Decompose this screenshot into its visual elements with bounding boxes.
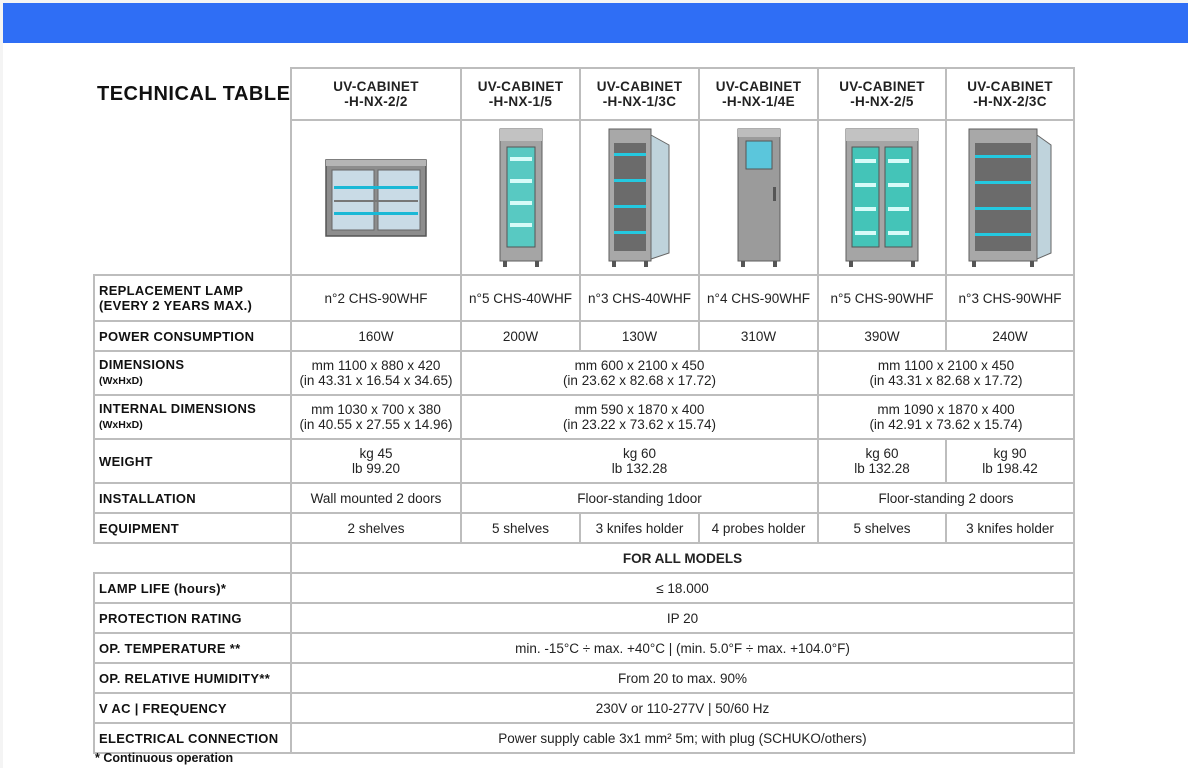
page: [3, 3, 1188, 768]
model-header: UV-CABINET -H-NX-1/3C: [580, 68, 699, 120]
weight-cell: kg 45 lb 99.20: [291, 439, 461, 483]
dimensions-cell: mm 1100 x 2100 x 450 (in 43.31 x 82.68 x 17.72): [818, 351, 1074, 395]
equipment-cell: 3 knifes holder: [946, 513, 1074, 543]
equipment-cell: 5 shelves: [461, 513, 580, 543]
lamp-cell: n°4 CHS-90WHF: [699, 275, 818, 321]
model-header: UV-CABINET -H-NX-1/5: [461, 68, 580, 120]
equipment-cell: 5 shelves: [818, 513, 946, 543]
equipment-cell: 2 shelves: [291, 513, 461, 543]
weight-cell: kg 60 lb 132.28: [461, 439, 818, 483]
row-label-dimensions: DIMENSIONS (WxHxD): [94, 351, 291, 395]
row-label-protection-rating: PROTECTION RATING: [94, 603, 291, 633]
power-cell: 160W: [291, 321, 461, 351]
page-title: TECHNICAL TABLE: [97, 83, 291, 105]
row-label-installation: INSTALLATION: [94, 483, 291, 513]
model-image-cell: [580, 120, 699, 275]
model-image-cell: [946, 120, 1074, 275]
model-header: UV-CABINET -H-NX-2/2: [291, 68, 461, 120]
for-all-models-header: FOR ALL MODELS: [291, 543, 1074, 573]
row-label-vac-frequency: V AC | FREQUENCY: [94, 693, 291, 723]
single-door-steel-cabinet-icon: [734, 127, 784, 269]
row-label-lamp-life: LAMP LIFE (hours)*: [94, 573, 291, 603]
double-door-open-cabinet-icon: [965, 127, 1055, 269]
blank-cell: [94, 543, 291, 573]
weight-cell: kg 90 lb 198.42: [946, 439, 1074, 483]
row-label-op-humidity: OP. RELATIVE HUMIDITY**: [94, 663, 291, 693]
model-header: UV-CABINET -H-NX-1/4E: [699, 68, 818, 120]
blank-cell: [94, 68, 291, 120]
lamp-life-cell: ≤ 18.000: [291, 573, 1074, 603]
internal-dimensions-cell: mm 1090 x 1870 x 400 (in 42.91 x 73.62 x 15.74): [818, 395, 1074, 439]
equipment-cell: 4 probes holder: [699, 513, 818, 543]
dimensions-cell: mm 600 x 2100 x 450 (in 23.62 x 82.68 x 17.72): [461, 351, 818, 395]
electrical-connection-cell: Power supply cable 3x1 mm² 5m; with plug (SCHUKO/others): [291, 723, 1074, 753]
top-banner: [3, 3, 1188, 43]
power-cell: 130W: [580, 321, 699, 351]
power-cell: 390W: [818, 321, 946, 351]
row-label-replacement-lamp: REPLACEMENT LAMP (EVERY 2 YEARS MAX.): [94, 275, 291, 321]
internal-dimensions-cell: mm 1030 x 700 x 380 (in 40.55 x 27.55 x 14.96): [291, 395, 461, 439]
wall-cabinet-icon: [324, 156, 428, 240]
model-header: UV-CABINET -H-NX-2/3C: [946, 68, 1074, 120]
row-label-power: POWER CONSUMPTION: [94, 321, 291, 351]
op-temperature-cell: min. -15°C ÷ max. +40°C | (min. 5.0°F ÷ max. +104.0°F): [291, 633, 1074, 663]
model-image-cell: [699, 120, 818, 275]
double-door-glass-cabinet-icon: [843, 127, 921, 269]
single-door-glass-cabinet-icon: [496, 127, 546, 269]
row-label-weight: WEIGHT: [94, 439, 291, 483]
model-header: UV-CABINET -H-NX-2/5: [818, 68, 946, 120]
installation-cell: Wall mounted 2 doors: [291, 483, 461, 513]
model-image-cell: [818, 120, 946, 275]
power-cell: 200W: [461, 321, 580, 351]
model-image-cell: [461, 120, 580, 275]
model-image-cell: [291, 120, 461, 275]
power-cell: 310W: [699, 321, 818, 351]
op-humidity-cell: From 20 to max. 90%: [291, 663, 1074, 693]
lamp-cell: n°5 CHS-40WHF: [461, 275, 580, 321]
lamp-cell: n°3 CHS-40WHF: [580, 275, 699, 321]
technical-table: [93, 67, 1075, 754]
lamp-cell: n°5 CHS-90WHF: [818, 275, 946, 321]
installation-cell: Floor-standing 2 doors: [818, 483, 1074, 513]
blank-cell: [94, 120, 291, 275]
lamp-cell: n°2 CHS-90WHF: [291, 275, 461, 321]
row-label-equipment: EQUIPMENT: [94, 513, 291, 543]
vac-frequency-cell: 230V or 110-277V | 50/60 Hz: [291, 693, 1074, 723]
footnote: * Continuous operation: [95, 751, 234, 765]
equipment-cell: 3 knifes holder: [580, 513, 699, 543]
internal-dimensions-cell: mm 590 x 1870 x 400 (in 23.22 x 73.62 x 15.74): [461, 395, 818, 439]
weight-cell: kg 60 lb 132.28: [818, 439, 946, 483]
row-label-internal-dimensions: INTERNAL DIMENSIONS (WxHxD): [94, 395, 291, 439]
row-label-op-temperature: OP. TEMPERATURE **: [94, 633, 291, 663]
installation-cell: Floor-standing 1door: [461, 483, 818, 513]
row-label-electrical-connection: ELECTRICAL CONNECTION: [94, 723, 291, 753]
single-door-open-cabinet-icon: [605, 127, 675, 269]
power-cell: 240W: [946, 321, 1074, 351]
dimensions-cell: mm 1100 x 880 x 420 (in 43.31 x 16.54 x 34.65): [291, 351, 461, 395]
protection-rating-cell: IP 20: [291, 603, 1074, 633]
lamp-cell: n°3 CHS-90WHF: [946, 275, 1074, 321]
